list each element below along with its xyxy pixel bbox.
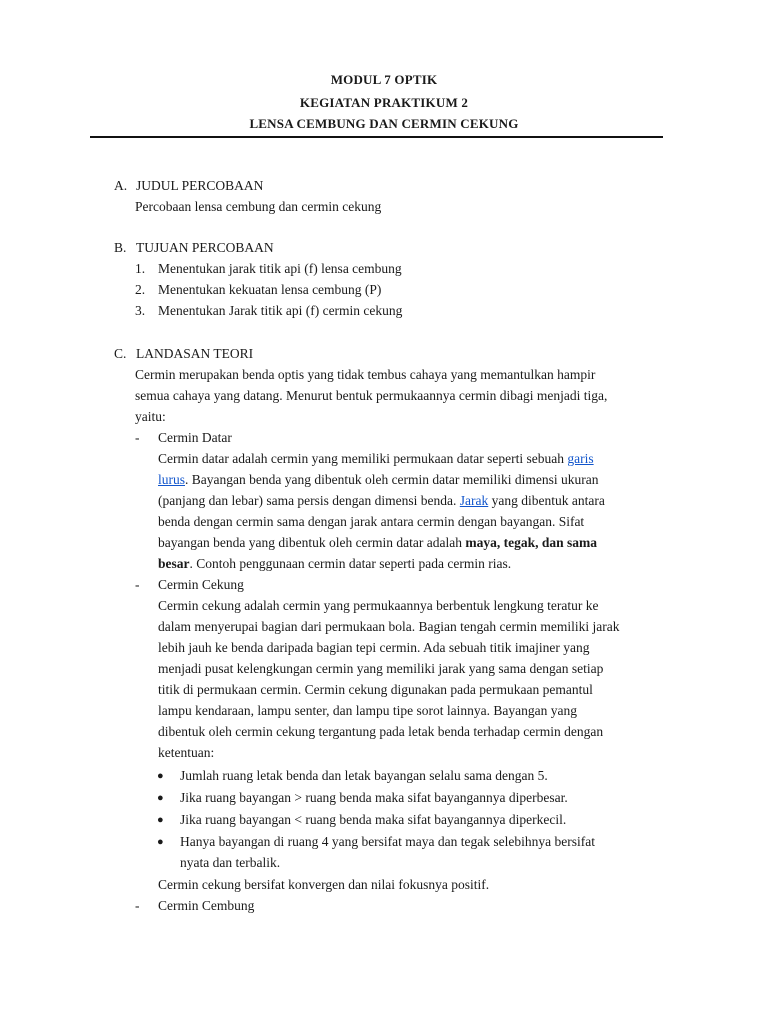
cekung-line: ketentuan: bbox=[158, 745, 215, 760]
cekung-line: lebih jauh ke benda daripada bagian tepi cermin. Ada sebuah titik imajiner yang bbox=[158, 640, 590, 655]
section-a-title: JUDUL PERCOBAAN bbox=[136, 178, 264, 193]
cekung-line: dibentuk oleh cermin cekung tergantung pada letak benda terhadap cermin dengan bbox=[158, 724, 604, 739]
garis-lurus-link[interactable]: garis bbox=[567, 451, 594, 466]
datar-line bbox=[158, 535, 597, 551]
cermin-cekung-title: Cermin Cekung bbox=[158, 577, 244, 592]
section-b-label: B. bbox=[114, 240, 127, 255]
bullet-icon: ● bbox=[157, 792, 164, 804]
section-c-label: C. bbox=[114, 346, 127, 361]
rule-item: Jumlah ruang letak benda dan letak bayangan selalu sama dengan 5. bbox=[180, 768, 548, 783]
module-title: MODUL 7 OPTIK bbox=[330, 72, 438, 87]
section-c-heading bbox=[114, 346, 253, 362]
practicum-title: KEGIATAN PRAKTIKUM 2 bbox=[299, 95, 469, 110]
rule-item: Jika ruang bayangan < ruang benda maka sifat bayangannya diperkecil. bbox=[180, 812, 567, 827]
section-b-title: TUJUAN PERCOBAAN bbox=[136, 240, 274, 255]
intro-line: Cermin merupakan benda optis yang tidak tembus cahaya yang memantulkan hampir bbox=[135, 367, 596, 382]
intro-line: semua cahaya yang datang. Menurut bentuk permukaannya cermin dibagi menjadi tiga, bbox=[135, 388, 608, 403]
cekung-line: lampu kendaraan, lampu senter, dan lampu tipe sorot lainnya. Bayangan yang bbox=[158, 703, 577, 718]
cekung-closing: Cermin cekung bersifat konvergen dan nilai fokusnya positif. bbox=[158, 877, 490, 892]
datar-line bbox=[158, 472, 599, 488]
objective-number: 1. bbox=[135, 261, 146, 276]
header-rule bbox=[90, 136, 663, 138]
datar-text: . Contoh penggunaan cermin datar seperti pada cermin rias. bbox=[189, 556, 512, 571]
list-dash: - bbox=[135, 577, 140, 592]
section-a-label: A. bbox=[114, 178, 128, 193]
objective-number: 2. bbox=[135, 282, 146, 297]
datar-text: yang dibentuk antara bbox=[488, 493, 605, 508]
list-dash: - bbox=[135, 898, 140, 913]
cekung-line: titik di permukaan cermin. Cermin cekung digunakan pada permukaan pemantul bbox=[158, 682, 593, 697]
section-a-text: Percobaan lensa cembung dan cermin cekung bbox=[135, 199, 382, 214]
topic-title: LENSA CEMBUNG DAN CERMIN CEKUNG bbox=[249, 116, 519, 131]
objective-text: Menentukan jarak titik api (f) lensa cembung bbox=[158, 261, 402, 276]
datar-line: benda dengan cermin sama dengan jarak antara cermin dengan bayangan. Sifat bbox=[158, 514, 585, 529]
section-c-title: LANDASAN TEORI bbox=[136, 346, 254, 361]
bullet-icon: ● bbox=[157, 836, 164, 848]
cermin-cembung-title: Cermin Cembung bbox=[158, 898, 255, 913]
datar-text: Cermin datar adalah cermin yang memiliki permukaan datar seperti sebuah bbox=[158, 451, 568, 466]
section-b-heading bbox=[114, 240, 274, 256]
cekung-line: Cermin cekung adalah cermin yang permukaannya berbentuk lengkung teratur ke bbox=[158, 598, 599, 613]
datar-line bbox=[158, 451, 594, 467]
datar-bold-text: besar bbox=[158, 556, 190, 571]
jarak-link[interactable]: Jarak bbox=[459, 493, 489, 508]
rule-item: Hanya bayangan di ruang 4 yang bersifat maya dan tegak selebihnya bersifat bbox=[180, 834, 595, 849]
datar-line bbox=[158, 493, 605, 509]
section-a-heading bbox=[114, 178, 263, 194]
datar-text: (panjang dan lebar) sama persis dengan dimensi benda. bbox=[158, 493, 460, 508]
rule-item: Jika ruang bayangan > ruang benda maka sifat bayangannya diperbesar. bbox=[180, 790, 568, 805]
cekung-line: menjadi pusat kelengkungan cermin yang memiliki jarak yang sama dengan setiap bbox=[158, 661, 604, 676]
rule-item-continuation: nyata dan terbalik. bbox=[180, 855, 281, 870]
datar-bold-text: maya, tegak, dan sama bbox=[465, 535, 598, 550]
datar-text: . Bayangan benda yang dibentuk oleh cermin datar memiliki dimensi ukuran bbox=[185, 472, 599, 487]
bullet-icon: ● bbox=[157, 770, 164, 782]
datar-text: bayangan benda yang dibentuk oleh cermin datar adalah bbox=[158, 535, 466, 550]
list-dash: - bbox=[135, 430, 140, 445]
intro-line: yaitu: bbox=[135, 409, 166, 424]
objective-text: Menentukan Jarak titik api (f) cermin cekung bbox=[158, 303, 403, 318]
objective-number: 3. bbox=[135, 303, 146, 318]
datar-line bbox=[158, 556, 511, 572]
cermin-datar-title: Cermin Datar bbox=[158, 430, 232, 445]
objective-text: Menentukan kekuatan lensa cembung (P) bbox=[158, 282, 382, 297]
bullet-icon: ● bbox=[157, 814, 164, 826]
garis-lurus-link-cont[interactable]: lurus bbox=[158, 472, 185, 487]
cekung-line: dalam menyerupai bagian dari permukaan bola. Bagian tengah cermin memiliki jarak bbox=[158, 619, 620, 634]
